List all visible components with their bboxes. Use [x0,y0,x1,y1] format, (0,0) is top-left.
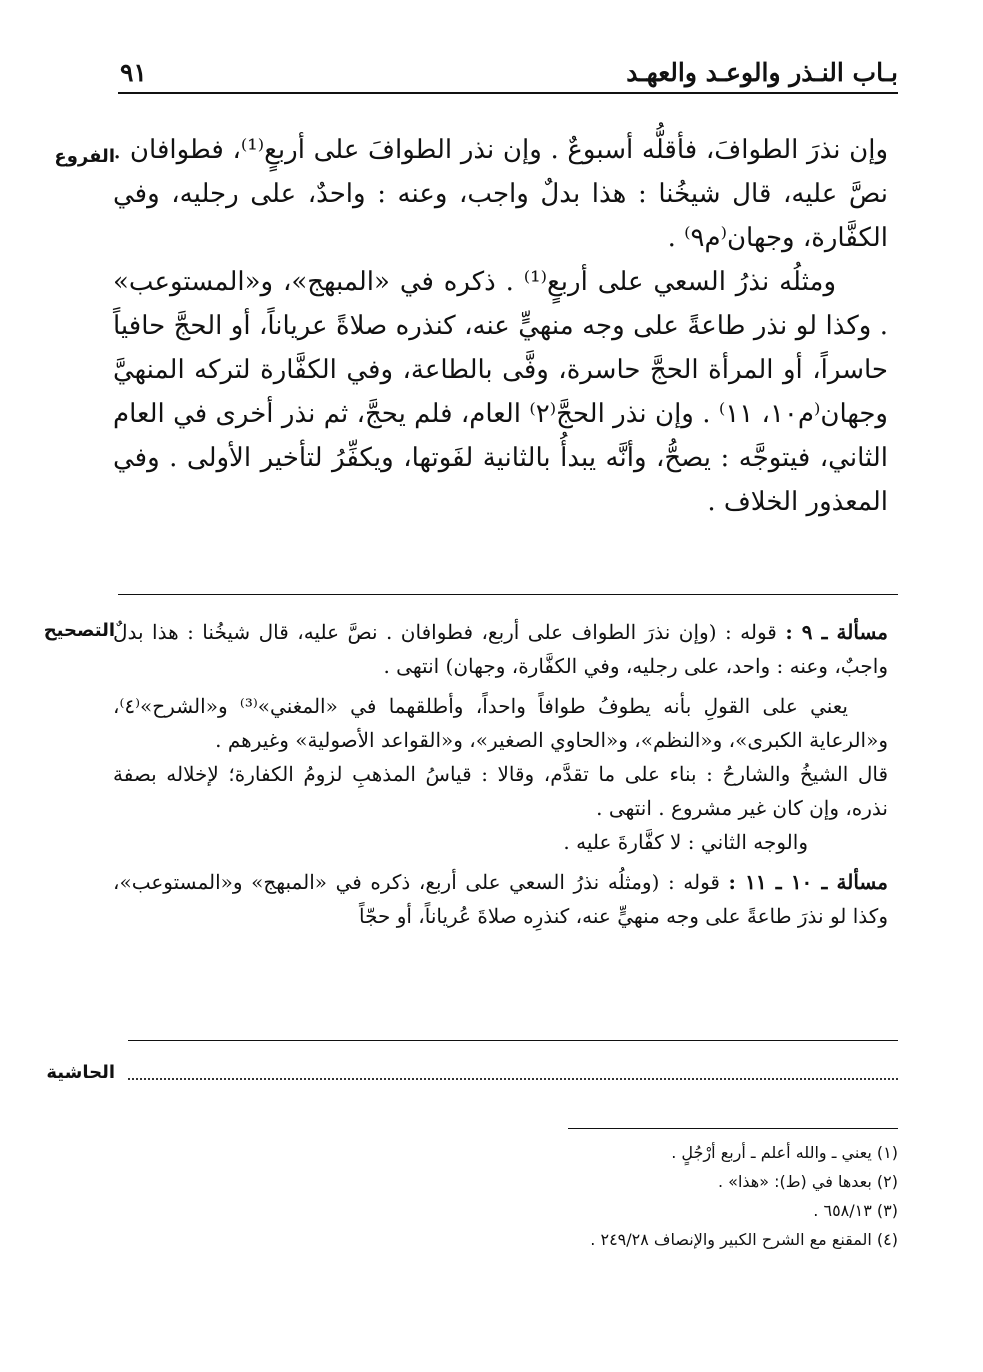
masala-label: مسألة ـ ٩ : [785,620,888,644]
header-rule [118,92,898,94]
section-divider [118,594,898,595]
footnote: (٢) بعدها في (ط): «هذا» . [718,1172,898,1191]
hashiya-top-rule [128,1040,898,1041]
tashih-label: التصحيح [43,620,115,641]
page-number: ٩١ [120,58,147,87]
footnote: (٣) ٦٥٨/١٣ . [813,1201,898,1220]
tashih-paragraph: يعني على القولِ بأنه يطوفُ طوافاً واحداً، وأطلقهما في «المغني»⁽³⁾ و«الشرح»⁽٤⁾، و«الرعاية الكبرى»، و«النظم»، و«الحاوي الصغير»، و«القواعد الأصولية» وغيرهم . [113,694,888,752]
masala-label: مسألة ـ ١٠ ـ ١١ : [728,870,888,894]
tashih-paragraph: قال الشيخُ والشارحُ : بناء على ما تقدَّم، وقالا : قياسُ المذهبِ لزومُ الكفارة؛ لإخلاله بصفة نذره، وإن كان غير مشروع . انتهى . [113,762,888,820]
furu-label: الفروع [54,146,115,167]
masala-text: قوله : (وإن نذرَ الطواف على أربع، فطوافان . نصَّ عليه، قال شيخُنا : هذا بدلٌ واجبٌ، وعنه : واحد، على رجليه، وفي الكفَّارة، وجهان) انتهى . [113,620,888,678]
footnote: (٤) المقنع مع الشرح الكبير والإنصاف ٢٤٩/٢٨ . [590,1230,898,1249]
tashih-paragraph: والوجه الثاني : لا كفَّارةَ عليه . [563,830,808,854]
main-paragraph: وإن نذرَ الطوافَ، فأقلُّه أسبوعٌ . وإن نذر الطوافَ على أربعٍ⁽¹⁾، فطوافان . نصَّ عليه، قال شيخُنا : هذا بدلٌ واجب، وعنه : واحدٌ، على رجليه، وفي الكفَّارة، وجهان⁽م٩⁾ . [113,135,888,253]
main-paragraph: ومثلُه نذرُ السعي على أربعٍ⁽¹⁾ . ذكره في «المبهج»، و«المستوعب» . وكذا لو نذر طاعةً على وجه منهيٍّ عنه، كنذره صلاةً عرياناً، أو الحجَّ حافياً حاسراً، أو المرأة الحجَّ حاسرة، وفَّى بالطاعة، وفي الكفَّارة لتركه المنهيَّ وجهان⁽م١٠، ١١⁾ . وإن نذر الحجَّ⁽٢⁾ العام، فلم يحجَّ، ثم نذر أخرى في العام الثاني، فيتوجَّه : يصحُّ، وأنَّه يبدأُ بالثانية لفَوتها، ويكفِّرُ لتأخير الأولى . وفي المعذور الخلاف . [113,267,888,517]
chapter-title: بـاب النـذر والوعـد والعهـد [626,58,898,87]
footnote-rule [568,1128,898,1129]
hashiya-label: الحاشية [46,1062,115,1083]
page-header [118,58,898,98]
masala-text: قوله : (ومثلُه نذرُ السعي على أربع، ذكره في «المبهج» و«المستوعب»، وكذا لو نذرَ طاعةً على وجه منهيٍّ عنه، كنذرِه صلاةَ عُرياناً، أو حجّاً [113,870,888,928]
tashih-paragraph [113,615,888,683]
hashiya-dotted-line [128,1078,898,1080]
tashih-text [113,615,888,933]
footnote: (١) يعني ـ والله أعلم ـ أربع أرْجُلٍ . [671,1143,898,1162]
footnotes [398,1138,898,1254]
tashih-paragraph [113,865,888,933]
main-text [113,128,888,524]
